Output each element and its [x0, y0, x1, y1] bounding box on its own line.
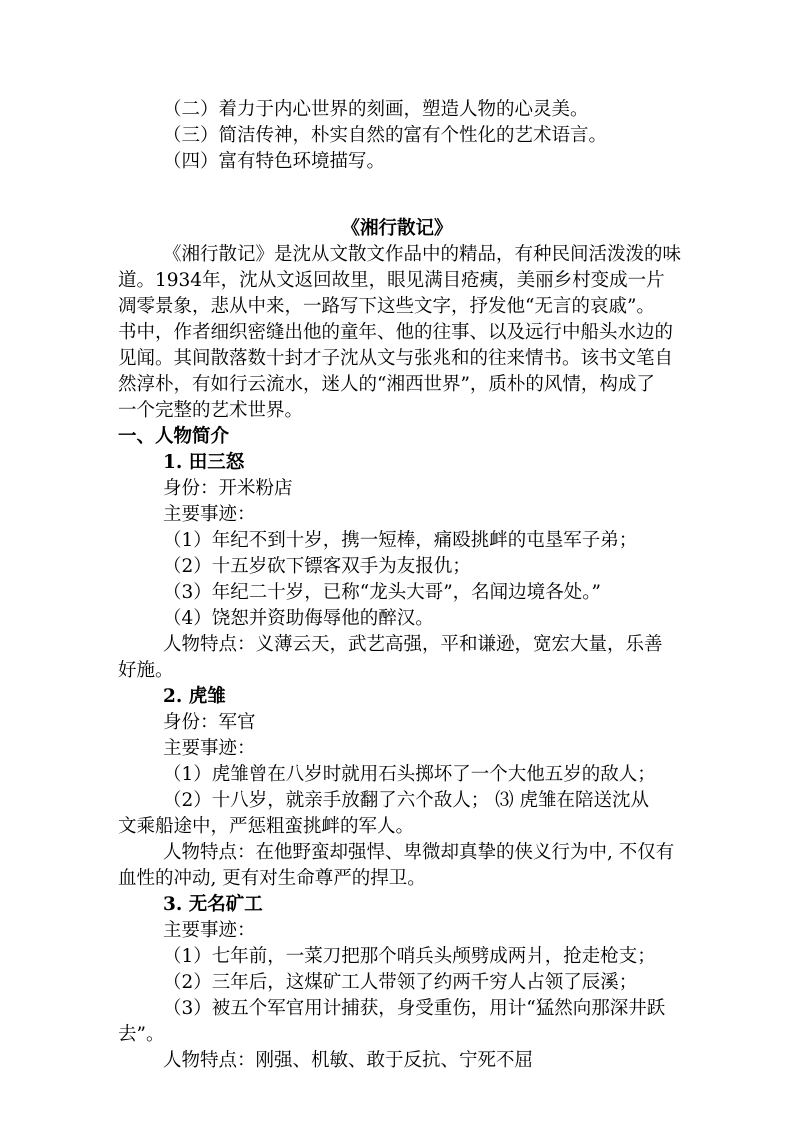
- traits-line: 好施。: [118, 660, 174, 681]
- paragraph-line: 凋零景象，悲从中来，一路写下这些文字，抒发他“无言的哀戚”。: [118, 296, 655, 317]
- paragraph-line: 《湘行散记》是沈从文散文作品中的精品，有种民间活泼泼的味: [163, 244, 682, 265]
- deed-item: 去”。: [118, 1024, 165, 1045]
- deed-item: （4）饶恕并资助侮辱他的醉汉。: [163, 608, 434, 629]
- deed-item: （3）被五个军官用计捕获，身受重伤，用计“猛然向那深井跃: [163, 998, 666, 1019]
- traits-line: 人物特点：刚强、机敏、敢于反抗、宁死不屈: [163, 1050, 534, 1071]
- section-heading: 一、人物简介: [118, 426, 230, 447]
- character-identity: 身份：开米粉店: [163, 478, 293, 499]
- paragraph-line: 见闻。其间散落数十封才子沈从文与张兆和的往来情书。该书文笔自: [118, 348, 674, 369]
- deed-item: （1）虎雏曾在八岁时就用石头掷坏了一个大他五岁的敌人；: [163, 764, 656, 785]
- traits-line: 血性的冲动, 更有对生命尊严的捍卫。: [118, 868, 426, 889]
- deeds-label: 主要事迹：: [163, 738, 256, 759]
- intro-point: （三）简洁传神，朴实自然的富有个性化的艺术语言。: [163, 125, 608, 146]
- traits-line: 人物特点：在他野蛮却强悍、卑微却真挚的侠义行为中, 不仅有: [163, 842, 675, 863]
- intro-point: （四）富有特色环境描写。: [163, 151, 386, 172]
- deeds-label: 主要事迹：: [163, 504, 256, 525]
- deed-item: 文乘船途中，严惩粗蛮挑衅的军人。: [118, 816, 415, 837]
- deed-item: （1）七年前，一菜刀把那个哨兵头颅劈成两爿，抢走枪支；: [163, 946, 656, 967]
- paragraph-line: 书中，作者细织密缝出他的童年、他的往事、以及远行中船头水边的: [118, 322, 674, 343]
- deed-item: （2）十八岁，就亲手放翻了六个敌人； ⑶ 虎雏在陪送沈从: [163, 790, 650, 811]
- article-title: 《湘行散记》: [341, 218, 453, 239]
- deed-item: （3）年纪二十岁，已称“龙头大哥”，名闻边境各处。”: [163, 582, 601, 603]
- character-heading: 3. 无名矿工: [163, 894, 263, 915]
- deeds-label: 主要事迹：: [163, 920, 256, 941]
- character-heading: 1. 田三怒: [163, 452, 245, 473]
- paragraph-line: 然淳朴，有如行云流水，迷人的“湘西世界”，质朴的风情，构成了: [118, 374, 655, 395]
- deed-item: （1）年纪不到十岁，携一短棒，痛殴挑衅的屯垦军子弟；: [163, 530, 638, 551]
- deed-item: （2）十五岁砍下镖客双手为友报仇；: [163, 556, 471, 577]
- traits-line: 人物特点：义薄云天，武艺高强，平和谦逊，宽宏大量，乐善: [163, 634, 663, 655]
- character-identity: 身份：军官: [163, 712, 256, 733]
- character-heading: 2. 虎雏: [163, 686, 226, 707]
- paragraph-line: 一个完整的艺术世界。: [118, 400, 304, 421]
- paragraph-line: 道。1934年，沈从文返回故里，眼见满目疮痍，美丽乡村变成一片: [118, 270, 665, 291]
- intro-point: （二）着力于内心世界的刻画，塑造人物的心灵美。: [163, 99, 589, 120]
- deed-item: （2）三年后，这煤矿工人带领了约两千穷人占领了辰溪；: [163, 972, 638, 993]
